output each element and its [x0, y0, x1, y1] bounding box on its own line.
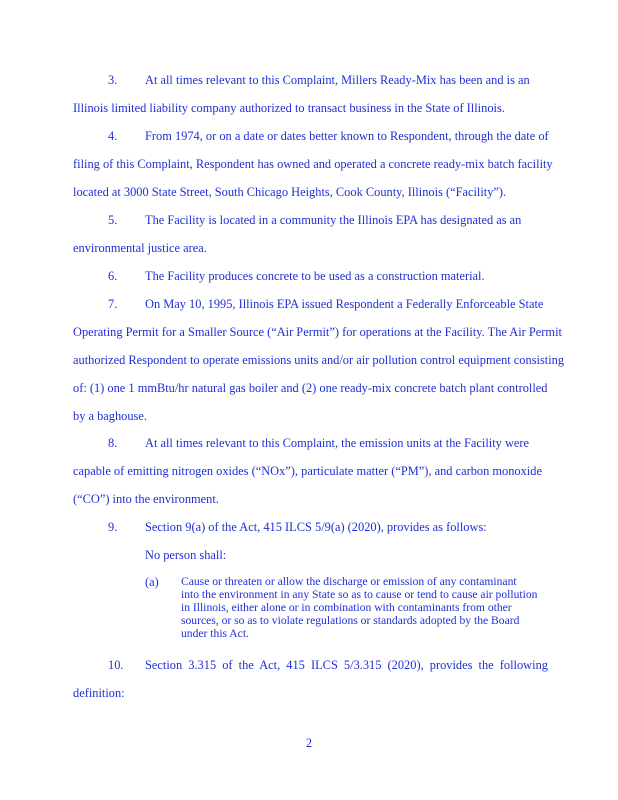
quote-item-label: (a): [145, 575, 159, 589]
paragraph-line: filing of this Complaint, Respondent has owned and operated a concrete ready-mix batch facility: [73, 157, 553, 171]
paragraph-line: capable of emitting nitrogen oxides (“NOx”), particulate matter (“PM”), and carbon monoxide: [73, 464, 542, 478]
quote-intro: No person shall:: [145, 548, 227, 562]
paragraph-line: Illinois limited liability company authorized to transact business in the State of Illinois.: [73, 101, 505, 115]
paragraph-number: 3.: [108, 73, 118, 87]
paragraph-line: Section 9(a) of the Act, 415 ILCS 5/9(a) (2020), provides as follows:: [145, 520, 487, 534]
quote-item-text: Cause or threaten or allow the discharge or emission of any contaminant into the environment in any State so as to cause or tend to cause air pollution in Illinois, either alone or in combination with contaminants from other sources, or so as to violate regulations or standards adopted by the Board under this Act.: [181, 575, 538, 640]
paragraph-line: environmental justice area.: [73, 241, 207, 255]
paragraph-line: definition:: [73, 686, 125, 700]
paragraph-line: (“CO”) into the environment.: [73, 492, 219, 506]
paragraph-line: located at 3000 State Street, South Chicago Heights, Cook County, Illinois (“Facility”).: [73, 185, 507, 199]
paragraph-number: 5.: [108, 213, 118, 227]
paragraph-number: 7.: [108, 297, 118, 311]
paragraph-number: 10.: [108, 658, 124, 672]
paragraph-number: 8.: [108, 436, 118, 450]
paragraph-line: At all times relevant to this Complaint, Millers Ready-Mix has been and is an: [145, 73, 530, 87]
paragraph-line: The Facility produces concrete to be used as a construction material.: [145, 269, 485, 283]
paragraph-number: 4.: [108, 129, 118, 143]
paragraph-line: of: (1) one 1 mmBtu/hr natural gas boiler and (2) one ready-mix concrete batch plant controlled: [73, 381, 548, 395]
page-number: 2: [305, 736, 313, 750]
paragraph-line: From 1974, or on a date or dates better known to Respondent, through the date of: [145, 129, 549, 143]
paragraph-line: Operating Permit for a Smaller Source (“Air Permit”) for operations at the Facility. The Air Permit: [73, 325, 562, 339]
paragraph-line: The Facility is located in a community the Illinois EPA has designated as an: [145, 213, 522, 227]
paragraph-line: At all times relevant to this Complaint, the emission units at the Facility were: [145, 436, 530, 450]
paragraph-line: On May 10, 1995, Illinois EPA issued Respondent a Federally Enforceable State: [145, 297, 544, 311]
paragraph-line: by a baghouse.: [73, 409, 147, 423]
paragraph-line: authorized Respondent to operate emissions units and/or air pollution control equipment consisting: [73, 353, 565, 367]
paragraph-number: 6.: [108, 269, 118, 283]
paragraph-number: 9.: [108, 520, 118, 534]
paragraph-line: Section 3.315 of the Act, 415 ILCS 5/3.315 (2020), provides the following: [145, 658, 548, 672]
